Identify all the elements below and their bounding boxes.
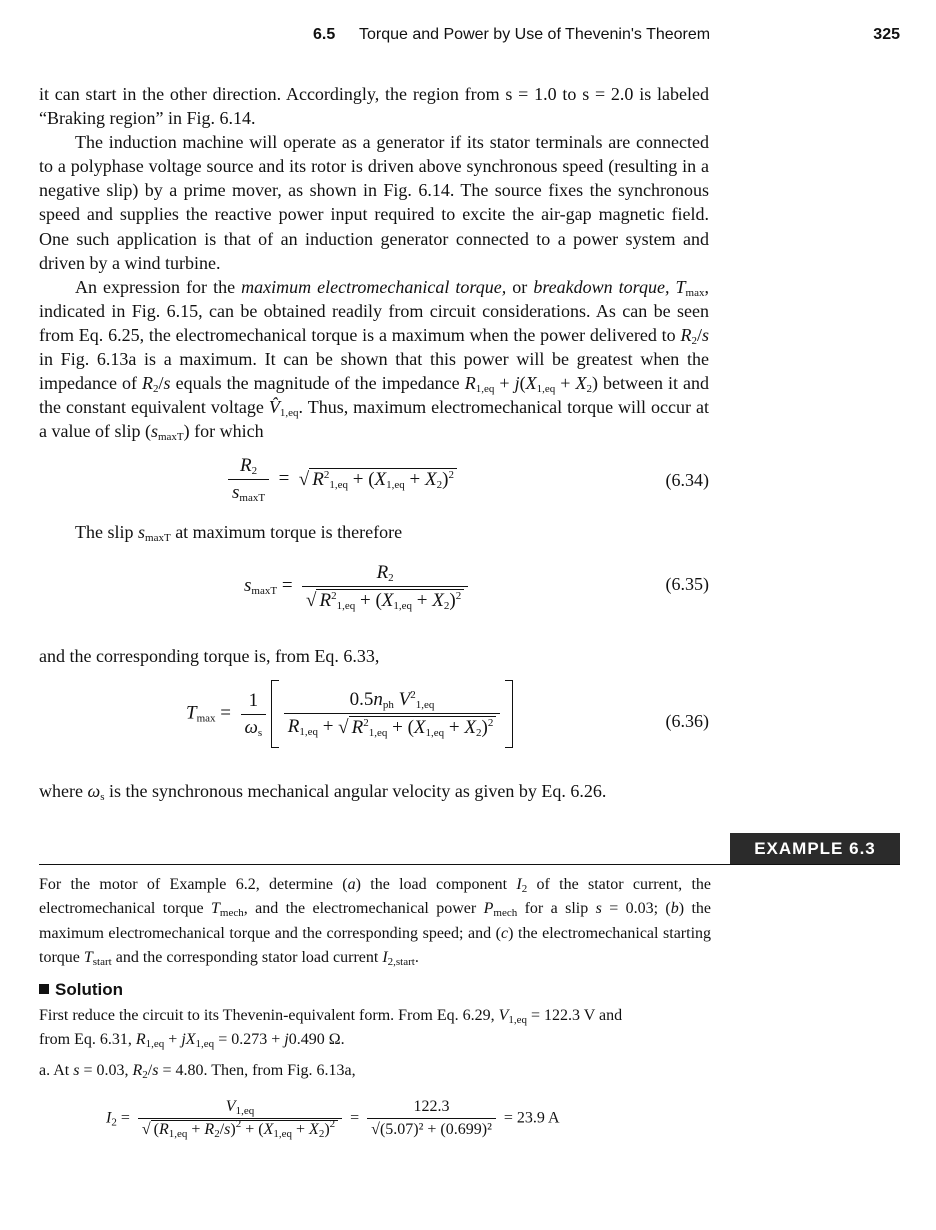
solution-heading: Solution [39, 980, 123, 1000]
torque-line: and the corresponding torque is, from Eq. 6.33, [39, 646, 380, 666]
where-line: where $\omega_s$ is the synchronous mechanical angular velocity as given by Eq. 6.26. [39, 781, 607, 803]
example-statement: For the motor of Example 6.2, determine (a) the load component $I_2$ of the stator current, the electromechanical torque $T_{mech}$, and the electromechanical power $P_{mech}$ for a slip s = 0.03; (b) the maximum electromechanical torque and the corresponding speed; and (c) the electromechanical starting torque $T_{start}$ and the corresponding stator load current $I_{2,start}$. [39, 876, 712, 969]
equation-number-6-35: (6.35) [665, 574, 709, 594]
equation-i2: $I_2$ = $\frac{V_{1,eq}}{√ (R_{1,eq} + R_2/s)^2 + (X_{1,eq} + X_2)^2}$ = $\frac{122.3}{\text{√(5.07)² + (0.699)²}}$ = 23.9 A [106, 1098, 560, 1141]
example-divider [39, 864, 900, 865]
part-a-line: a. At s = 0.03, $R_2/s = 4.80$. Then, from Fig. 6.13a, [39, 1062, 356, 1081]
equation-number-6-36: (6.36) [665, 711, 709, 731]
equation-6-36: $T_{max}$ = $\frac{1}{\omega_s}$ $\frac{0.5n_{ph} V^2_{1,eq}}{R_{1,eq} + √ R^2_{1,eq} + (X_{1,eq} + X_2)^2}$ [186, 680, 513, 748]
section-number: 6.5 [313, 26, 336, 43]
body-text [39, 82, 709, 443]
solution-line-1: First reduce the circuit to its Thevenin-equivalent form. From Eq. 6.29, $V_{1,eq} = 122.3$ V and [39, 1007, 623, 1026]
paragraph-1: it can start in the other direction. Accordingly, the region from s = 1.0 to s = 2.0 is labeled “Braking region” in Fig. 6.14. [39, 84, 709, 129]
equation-number-6-34: (6.34) [665, 470, 709, 490]
paragraph-3: An expression for the maximum electromechanical torque, or breakdown torque, $T_{max}$, indicated in Fig. 6.15, can be obtained readily from circuit considerations. As can be seen from Eq. 6.25, the electromechanical torque is a maximum when the power delivered to $R_2/s$ in Fig. 6.13a is a maximum. It can be shown that this power will be greatest when the impedance of $R_2/s$ equals the magnitude of the impedance $R_{1,eq} + j(X_{1,eq} + X_2)$ between it and the constant equivalent voltage $V̂_{1,eq}$. Thus, maximum electromechanical torque will occur at a value of slip $(s_{maxT})$ for which [39, 276, 709, 444]
page-number: 325 [873, 26, 900, 43]
running-header [0, 26, 936, 48]
section-title: Torque and Power by Use of Thevenin's Theorem [359, 26, 711, 43]
solution-line-2: from Eq. 6.31, $R_{1,eq} + jX_{1,eq} = 0.273 + j0.490$ Ω. [39, 1031, 345, 1050]
paragraph-2: The induction machine will operate as a generator if its stator terminals are connected to a polyphase voltage source and its rotor is driven above synchronous speed (resulting in a negative slip) by a prime mover, as shown in Fig. 6.14. The source fixes the synchronous speed and supplies the reactive power input required to excite the air-gap magnetic field. One such application is that of an induction generator connected to a power system and driven by a wind turbine. [39, 132, 709, 273]
slip-line: The slip $s_{maxT}$ at maximum torque is therefore [75, 522, 403, 544]
square-bullet-icon [39, 984, 49, 994]
equation-6-34: $\frac{R_2}{s_{maxT}}$ = √ $R^2_{1,eq} + (X_{1,eq} + X_2)^2$ [228, 455, 457, 504]
example-banner: EXAMPLE 6.3 [730, 833, 900, 864]
solution-body [39, 1004, 711, 1052]
equation-6-35: $s_{maxT}$ = $\frac{R_2}{√ R^2_{1,eq} + (X_{1,eq} + X_2)^2}$ [244, 562, 468, 612]
